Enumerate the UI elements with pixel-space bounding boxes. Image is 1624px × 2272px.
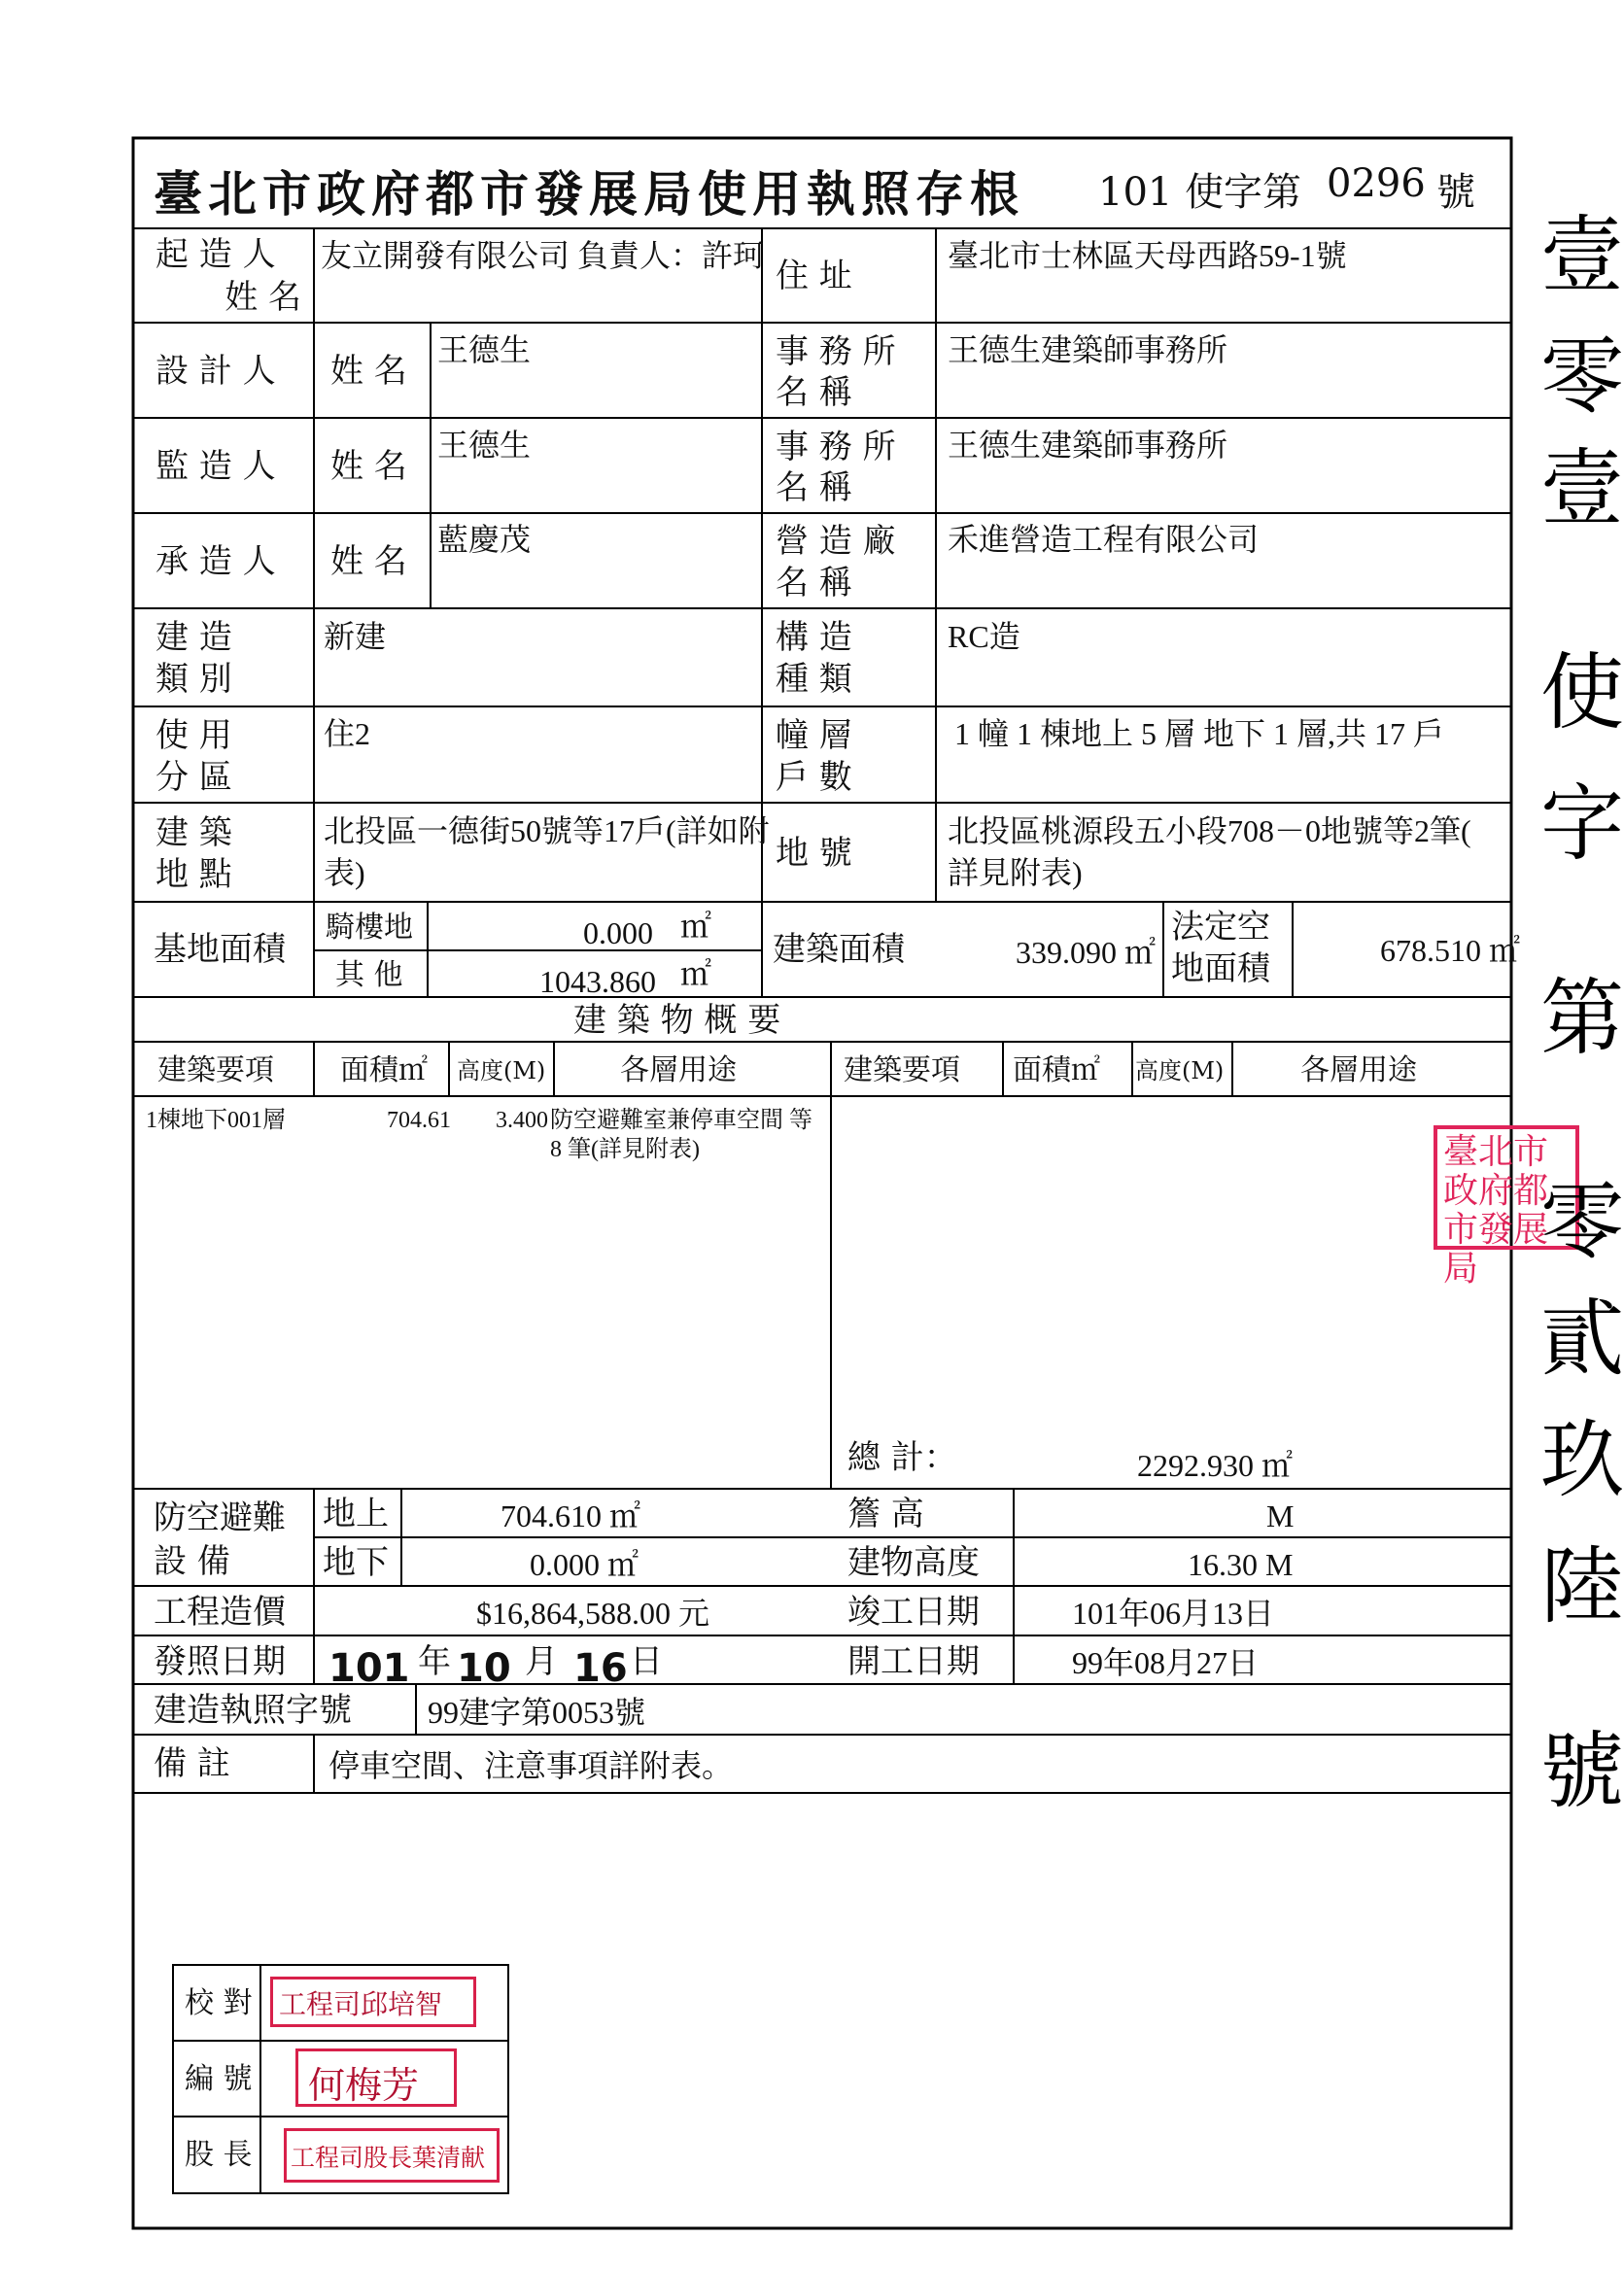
signoff-stamp-proof-text: 工程司邱培智: [279, 1988, 443, 2020]
designer-name: 王德生: [437, 332, 532, 367]
address-label: 住 址: [776, 257, 852, 295]
signoff-stamp-number: [295, 2048, 457, 2107]
shelter-below: 0.000 ㎡: [530, 1547, 639, 1582]
overview-header-use-right: 各層用途: [1300, 1053, 1417, 1087]
shelter-below-label: 地下: [323, 1543, 389, 1582]
building-area-label: 建築面積: [773, 930, 905, 969]
signoff-stamp-proof: [270, 1977, 476, 2027]
overview-header-area-right: 面積㎡: [1013, 1053, 1100, 1087]
construction-type-label-1: 建 造: [155, 618, 232, 657]
issue-day-unit: 日: [630, 1642, 663, 1681]
side-char-8: 貳: [1540, 1291, 1624, 1388]
contractor-label: 承 造 人: [155, 542, 276, 581]
applicant-address: 臺北市士林區天母西路59-1號: [948, 238, 1347, 273]
structure-label-2: 種 類: [776, 660, 852, 699]
overview-header-height-right: 高度(M): [1135, 1057, 1225, 1084]
zoning-value: 住2: [324, 716, 371, 751]
building-area: 339.090 ㎡: [1016, 935, 1157, 970]
open-space-area: 678.510 ㎡: [1380, 933, 1521, 968]
building-permit-label: 建造執照字號: [154, 1691, 352, 1730]
base-area-label: 基地面積: [154, 930, 286, 969]
other-unit: ㎡: [680, 956, 712, 991]
site-address-line2: 表): [324, 855, 365, 890]
building-height: 16.30 M: [1188, 1547, 1294, 1582]
shelter-label-2: 設 備: [154, 1542, 230, 1581]
start-date: 99年08月27日: [1072, 1645, 1260, 1680]
side-char-3: 壹: [1540, 440, 1624, 537]
zoning-label-2: 分 區: [155, 758, 232, 797]
designer-office: 王德生建築師事務所: [948, 332, 1228, 367]
side-char-4: 使: [1540, 644, 1624, 741]
eaves-height: M: [1266, 1498, 1295, 1533]
shelter-above-label: 地上: [323, 1495, 389, 1533]
open-space-label-1: 法定空: [1171, 908, 1270, 947]
contractor-firm-label-1: 營 造 廠: [776, 522, 896, 561]
overview-title-text: 建 築 物 概 要: [573, 1001, 781, 1040]
building-height-label: 建物高度: [847, 1543, 980, 1582]
cost-value: $16,864,588.00 元: [476, 1596, 710, 1631]
overview-header-use-left: 各層用途: [620, 1053, 737, 1087]
issue-date-label: 發照日期: [154, 1642, 286, 1681]
supervisor-name-label: 姓 名: [330, 447, 407, 486]
structure-type: RC造: [948, 619, 1020, 654]
side-char-10: 陸: [1540, 1538, 1624, 1635]
construction-type-label-2: 類 別: [155, 660, 232, 699]
side-char-1: 壹: [1540, 207, 1624, 304]
applicant-label-2: 姓 名: [225, 278, 301, 317]
remarks-value: 停車空間、注意事項詳附表。: [328, 1748, 734, 1783]
side-char-9: 玖: [1540, 1412, 1624, 1509]
form-title: 臺北市政府都市發展局使用執照存根: [154, 165, 1024, 223]
arcade-unit: ㎡: [680, 909, 712, 944]
overview-total: 2292.930 ㎡: [1137, 1448, 1294, 1483]
shelter-above: 704.610 ㎡: [501, 1498, 641, 1533]
side-char-7: 零: [1540, 1174, 1624, 1271]
lot-label: 地 號: [776, 834, 852, 873]
open-space-label-2: 地面積: [1171, 949, 1270, 988]
issue-month-unit: 月: [525, 1642, 558, 1681]
overview-row-area: 704.61: [387, 1108, 451, 1133]
other-area-label: 其 他: [335, 958, 403, 992]
signoff-label-proof: 校 對: [185, 1986, 253, 2020]
site-label-2: 地 點: [155, 855, 232, 894]
signoff-stamp-chief: [284, 2128, 500, 2183]
permit-number-suffix: 號: [1436, 170, 1475, 215]
start-date-label: 開工日期: [847, 1642, 980, 1681]
official-seal-text: 臺北市政府都市發展局: [1443, 1132, 1549, 1289]
site-address-line1: 北投區一德街50號等17戶(詳如附: [324, 813, 770, 848]
overview-title: [573, 999, 1098, 1042]
side-char-6: 第: [1540, 970, 1624, 1067]
issue-month: 10: [457, 1646, 511, 1691]
remarks-label-text: 備 註: [154, 1744, 230, 1783]
cost-label: 工程造價: [154, 1593, 286, 1632]
overview-row-use-line1: 防空避難室兼停車空間 等: [550, 1108, 812, 1133]
designer-label: 設 計 人: [155, 352, 276, 391]
arcade-label: 騎樓地: [326, 911, 413, 945]
overview-row-use-line2: 8 筆(詳見附表): [550, 1137, 700, 1162]
contractor-name-label: 姓 名: [330, 542, 407, 581]
issue-year: 101: [328, 1646, 410, 1691]
signoff-label-chief: 股 長: [185, 2138, 253, 2172]
overview-header-item-left: 建築要項: [157, 1053, 274, 1087]
signoff-stamp-number-text: 何梅芳: [308, 2064, 420, 2107]
designer-office-label-2: 名 稱: [776, 373, 852, 412]
overview-row-item: 1棟地下001層: [146, 1108, 286, 1133]
supervisor-name: 王德生: [437, 428, 532, 463]
completion-date-label: 竣工日期: [847, 1593, 980, 1632]
contractor-name: 藍慶茂: [437, 522, 532, 557]
side-char-11: 號: [1540, 1723, 1624, 1820]
overview-header-height-left: 高度(M): [457, 1057, 546, 1084]
zoning-label-1: 使 用: [155, 716, 232, 755]
lot-number-line2: 詳見附表): [948, 855, 1083, 890]
shelter-label-1: 防空避難: [154, 1498, 286, 1537]
floors-value: 1 幢 1 棟地上 5 層 地下 1 層,共 17 戶: [954, 716, 1445, 751]
supervisor-office: 王德生建築師事務所: [948, 428, 1228, 463]
applicant-name: 友立開發有限公司 負責人：許珂: [321, 238, 765, 273]
structure-label-1: 構 造: [776, 618, 852, 657]
signoff-stamp-chief-text: 工程司股長葉清献: [291, 2144, 486, 2172]
permit-number-label: 101 使字第: [1098, 170, 1302, 215]
eaves-height-label: [847, 1493, 1003, 1535]
floors-label-2: 戶 數: [776, 758, 852, 797]
contractor-firm: 禾進營造工程有限公司: [948, 522, 1260, 557]
completion-date: 101年06月13日: [1072, 1596, 1275, 1631]
overview-header-item-right: 建築要項: [844, 1053, 960, 1087]
site-label-1: 建 築: [155, 813, 232, 852]
designer-office-label-1: 事 務 所: [776, 332, 896, 371]
applicant-label-1: 起 造 人: [155, 235, 276, 274]
construction-type: 新建: [324, 619, 387, 654]
arcade-area: 0.000: [583, 915, 653, 950]
floors-label-1: 幢 層: [776, 716, 852, 755]
permit-number: 0296: [1327, 161, 1426, 206]
overview-total-label: 總 計：: [847, 1438, 957, 1477]
side-char-5: 字: [1540, 775, 1624, 873]
supervisor-office-label-2: 名 稱: [776, 468, 852, 507]
remarks-label: [154, 1742, 304, 1785]
lot-number-line1: 北投區桃源段五小段708－0地號等2筆(: [948, 813, 1471, 848]
signoff-label-number: 編 號: [185, 2062, 253, 2096]
other-area: 1043.860: [539, 964, 656, 999]
eaves-height-label-text: 簷 高: [847, 1495, 924, 1533]
building-permit-number: 99建字第0053號: [428, 1695, 646, 1730]
supervisor-label: 監 造 人: [155, 447, 276, 486]
overview-header-area-left: 面積㎡: [340, 1053, 428, 1087]
supervisor-office-label-1: 事 務 所: [776, 428, 896, 466]
issue-day: 16: [573, 1646, 628, 1691]
side-char-2: 零: [1540, 328, 1624, 426]
issue-year-unit: 年: [418, 1642, 451, 1681]
designer-name-label: 姓 名: [330, 352, 407, 391]
overview-row-height: 3.400: [496, 1108, 548, 1133]
contractor-firm-label-2: 名 稱: [776, 564, 852, 602]
